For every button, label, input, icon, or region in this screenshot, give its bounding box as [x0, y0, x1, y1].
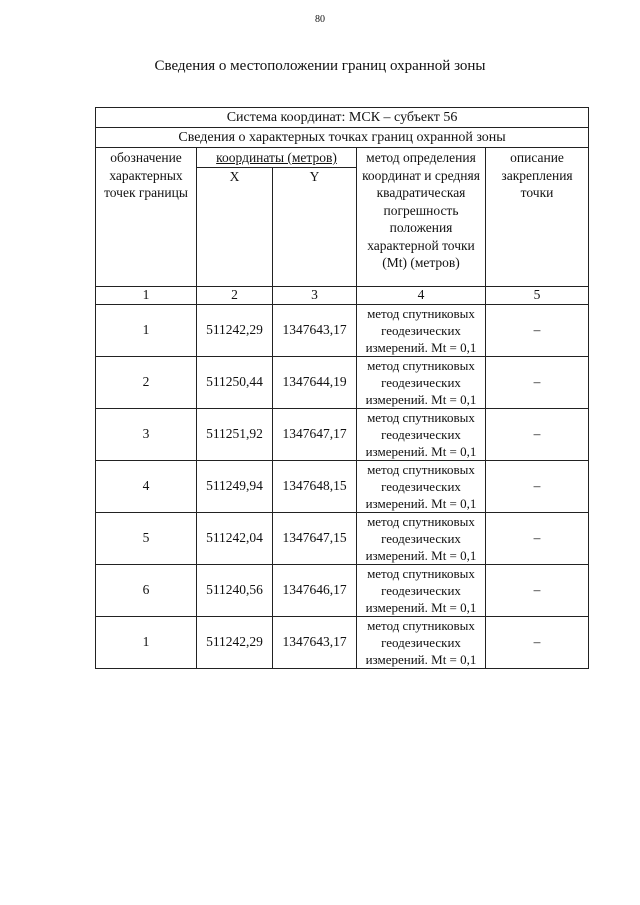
cell-method: метод спутниковых геодезических измерений. Mt = 0,1	[357, 564, 486, 616]
cell-x: 511242,04	[197, 512, 273, 564]
cell-point: 2	[96, 356, 197, 408]
header-coordinates-group	[197, 148, 357, 168]
column-number: 3	[273, 286, 357, 304]
cell-point: 3	[96, 408, 197, 460]
cell-x: 511242,29	[197, 304, 273, 356]
table-row	[96, 356, 589, 408]
cell-point: 1	[96, 304, 197, 356]
header-method: метод определения координат и средняя квадратическая погрешность положения характерной точки (Mt) (метров)	[357, 148, 486, 287]
cell-x: 511249,94	[197, 460, 273, 512]
table-row	[96, 512, 589, 564]
document-title: Сведения о местоположении границ охранной зоны	[154, 58, 486, 74]
cell-x: 511251,92	[197, 408, 273, 460]
cell-fixing: –	[486, 512, 589, 564]
cell-y: 1347644,19	[273, 356, 357, 408]
cell-x: 511240,56	[197, 564, 273, 616]
cell-method: метод спутниковых геодезических измерений. Mt = 0,1	[357, 512, 486, 564]
cell-method: метод спутниковых геодезических измерений. Mt = 0,1	[357, 304, 486, 356]
cell-method: метод спутниковых геодезических измерений. Mt = 0,1	[357, 616, 486, 668]
header-coordinates-label: координаты (метров)	[216, 150, 337, 165]
cell-y: 1347647,15	[273, 512, 357, 564]
header-point-designation: обозначение характерных точек границы	[96, 148, 197, 287]
cell-fixing: –	[486, 616, 589, 668]
column-number: 1	[96, 286, 197, 304]
cell-y: 1347647,17	[273, 408, 357, 460]
cell-y: 1347643,17	[273, 616, 357, 668]
page-number: 80	[315, 14, 325, 25]
table-row	[96, 564, 589, 616]
boundary-points-table	[95, 107, 589, 669]
cell-fixing: –	[486, 564, 589, 616]
header-x: X	[197, 167, 273, 286]
cell-y: 1347643,17	[273, 304, 357, 356]
cell-fixing: –	[486, 356, 589, 408]
table-row	[96, 616, 589, 668]
cell-point: 5	[96, 512, 197, 564]
cell-y: 1347648,15	[273, 460, 357, 512]
cell-fixing: –	[486, 460, 589, 512]
coordinate-system-header: Система координат: МСК – субъект 56	[96, 108, 589, 128]
header-fixing-description: описание закрепления точки	[486, 148, 589, 287]
header-y: Y	[273, 167, 357, 286]
column-number: 2	[197, 286, 273, 304]
cell-fixing: –	[486, 408, 589, 460]
cell-fixing: –	[486, 304, 589, 356]
column-numbers-row	[96, 286, 589, 304]
cell-point: 4	[96, 460, 197, 512]
cell-x: 511250,44	[197, 356, 273, 408]
table-row	[96, 460, 589, 512]
cell-point: 6	[96, 564, 197, 616]
cell-y: 1347646,17	[273, 564, 357, 616]
section-heading: Сведения о характерных точках границ охранной зоны	[96, 128, 589, 148]
table-row	[96, 304, 589, 356]
column-number: 5	[486, 286, 589, 304]
cell-method: метод спутниковых геодезических измерений. Mt = 0,1	[357, 460, 486, 512]
cell-x: 511242,29	[197, 616, 273, 668]
cell-method: метод спутниковых геодезических измерений. Mt = 0,1	[357, 356, 486, 408]
table-row	[96, 408, 589, 460]
cell-method: метод спутниковых геодезических измерений. Mt = 0,1	[357, 408, 486, 460]
column-number: 4	[357, 286, 486, 304]
cell-point: 1	[96, 616, 197, 668]
